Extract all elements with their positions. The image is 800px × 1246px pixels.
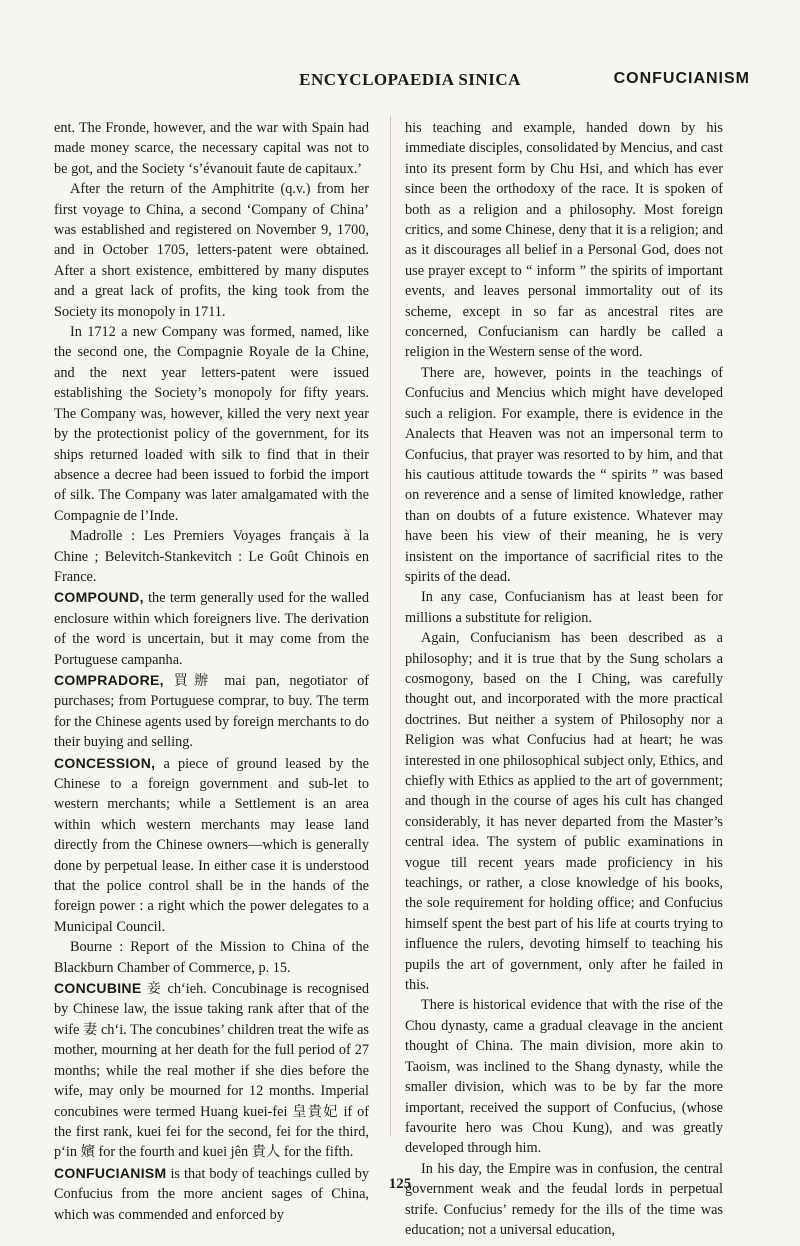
paragraph: In 1712 a new Company was formed, named, like the second one, the Compagnie Royale de la Chine, and the next year letters-patent were issued establishing the Society’s monopoly for fifty years. The Company was, however, killed the very next year by the protectionist policy of the government, for its ships returned loaded with silk to find that in their absence a decree had been issued to forbid the import of silk. The Company was later amalgamated with the Compagnie de l’Inde.	[54, 324, 369, 524]
reference: Madrolle : Les Premiers Voyages français à la Chine ; Belevitch-Stankevitch : Le Goût Chinois en France.	[54, 528, 369, 585]
paragraph: ent. The Fronde, however, and the war with Spain had made money scarce, the necessary capital was not to be got, and the Society ‘s’évanouit faute de capitaux.’	[54, 120, 369, 177]
entry-compradore	[54, 670, 369, 753]
page-header	[70, 70, 750, 94]
paragraph: There are, however, points in the teachings of Confucius and Mencius which might have developed such a religion. For example, there is evidence in the Analects that Heaven was not an impersonal term to Confucius, that prayer was resorted to by him, and that his cautious attitude towards the “ spirits ” was based on reverence and a sense of limited knowledge, rather than on doubts of a future existence. Whatever may have been his view of their meaning, he is very insistent on the importance of sacrificial rites to the spirits of the dead.	[405, 364, 723, 585]
reference: Bourne : Report of the Mission to China of the Blackburn Chamber of Commerce, p. 15.	[54, 939, 369, 976]
entry-headword: COMPRADORE,	[54, 671, 164, 688]
entry-headword: CONCUBINE	[54, 980, 142, 997]
paragraph: There is historical evidence that with the rise of the Chou dynasty, came a gradual cleavage in the ancient thought of China. The main division, more akin to Taoism, was inclined to the Shang dynasty, while the smaller division, which was to be by far the more important, received the support of Confucius, (whose favourite hero was Chou Kung), and was greatly developed through him.	[405, 997, 723, 1157]
column-divider	[390, 116, 391, 1136]
paragraph: Again, Confucianism has been described as a philosophy; and it is true that by the Sung scholars a cosmogony, based on the I Ching, was carefully thought out, and incorporated with the more practical doctrines. But neither a system of Philosophy nor a Religion was what Confucius had at heart; he was interested in one philosophical subject only, Ethics, and chiefly with Ethics as applied to the art of government; and though in the course of ages his cult has changed considerably, it has never departed from the Master’s central idea. The system of public examinations in vogue till recent years made proficiency in his teachings, or rather, a close knowledge of his books, the sole requirement for holding office; and Confucius himself spent the best part of his life at courts trying to influence the rulers, devoting himself to teaching his pupils the art of government, only after he failed in this.	[405, 630, 723, 994]
entry-headword: COMPOUND,	[54, 589, 144, 606]
entry-headword: CONCESSION,	[54, 754, 156, 771]
left-column	[54, 118, 369, 1225]
paragraph: In any case, Confucianism has at least been for millions a substitute for religion.	[405, 589, 723, 626]
entry-compound	[54, 587, 369, 670]
paragraph: After the return of the Amphitrite (q.v.) from her first voyage to China, a second ‘Company of China’ was established and registered on November 9, 1700, and in October 1705, letters-patent were obtained. After a short existence, embittered by many disputes and a great lack of profits, the king took from the Society its monopoly in 1711.	[54, 181, 369, 320]
entry-text: 買辦 mai pan, negotiator of purchases; from Portuguese comprar, to buy. The term for the Chinese agents used by foreign merchants to do their buying and selling.	[54, 672, 369, 751]
page-number: 125	[388, 1176, 412, 1192]
section-title: CONFUCIANISM	[613, 70, 750, 87]
running-title: ENCYCLOPAEDIA SINICA	[299, 70, 521, 89]
entry-text: 妾 ch‘ieh. Concubinage is recognised by Chinese law, the issue taking rank after that of the wife 妻 ch‘i. The concubines’ children treat the wife as mother, mourning at her death for the full period of 27 months; while the real mother if she dies before the wife, may only be mourned for 12 months. Imperial concubines were termed Huang kuei-fei 皇貴妃 if of the first rank, kuei fei for the second, fei for the third, p‘in 嬪 for the fourth and kuei jên 貴人 for the fifth.	[54, 981, 369, 1161]
entry-concession	[54, 753, 369, 938]
entry-text: the term generally used for the walled enclosure within which foreigners live. The derivation of the word is uncertain, but it may come from the Portuguese campanha.	[54, 590, 369, 668]
paragraph: his teaching and example, handed down by his immediate disciples, consolidated by Mencius, and cast into its present form by Chu Hsi, and which has ever since been the orthodoxy of the race. It is spoken of both as a religion and a philosophy. Most foreign critics, and some Chinese, deny that it is a religion; and as it discourages all belief in a Personal God, does not use prayer except to “ inform ” the spirits of important events, and leaves personal immortality out of its scheme, except in so far as ancestral rites are concerned, Confucianism can hardly be called a religion in the Western sense of the word.	[405, 120, 723, 361]
entry-text: is that body of teachings culled by Confucius from the more ancient sages of China, which was commended and enforced by	[54, 1165, 369, 1223]
entry-text: a piece of ground leased by the Chinese to a foreign government and sub-let to western merchants; while a Settlement is an area within which western merchants may lease land directly from the Chinese owners—which is generally done by perpetual lease. In either case it is understood that the police control shall be in the hands of the foreign power : a right which the power delegates to a Municipal Council.	[54, 755, 369, 935]
entry-concubine	[54, 978, 369, 1163]
entry-headword: CONFUCIANISM	[54, 1164, 167, 1181]
paragraph: In his day, the Empire was in confusion, the central government weak and the feudal lords in perpetual strife. Confucius’ remedy for the ills of the time was education; not a universal education,	[405, 1160, 723, 1238]
entry-confucianism	[54, 1163, 369, 1225]
right-column	[405, 118, 723, 1240]
